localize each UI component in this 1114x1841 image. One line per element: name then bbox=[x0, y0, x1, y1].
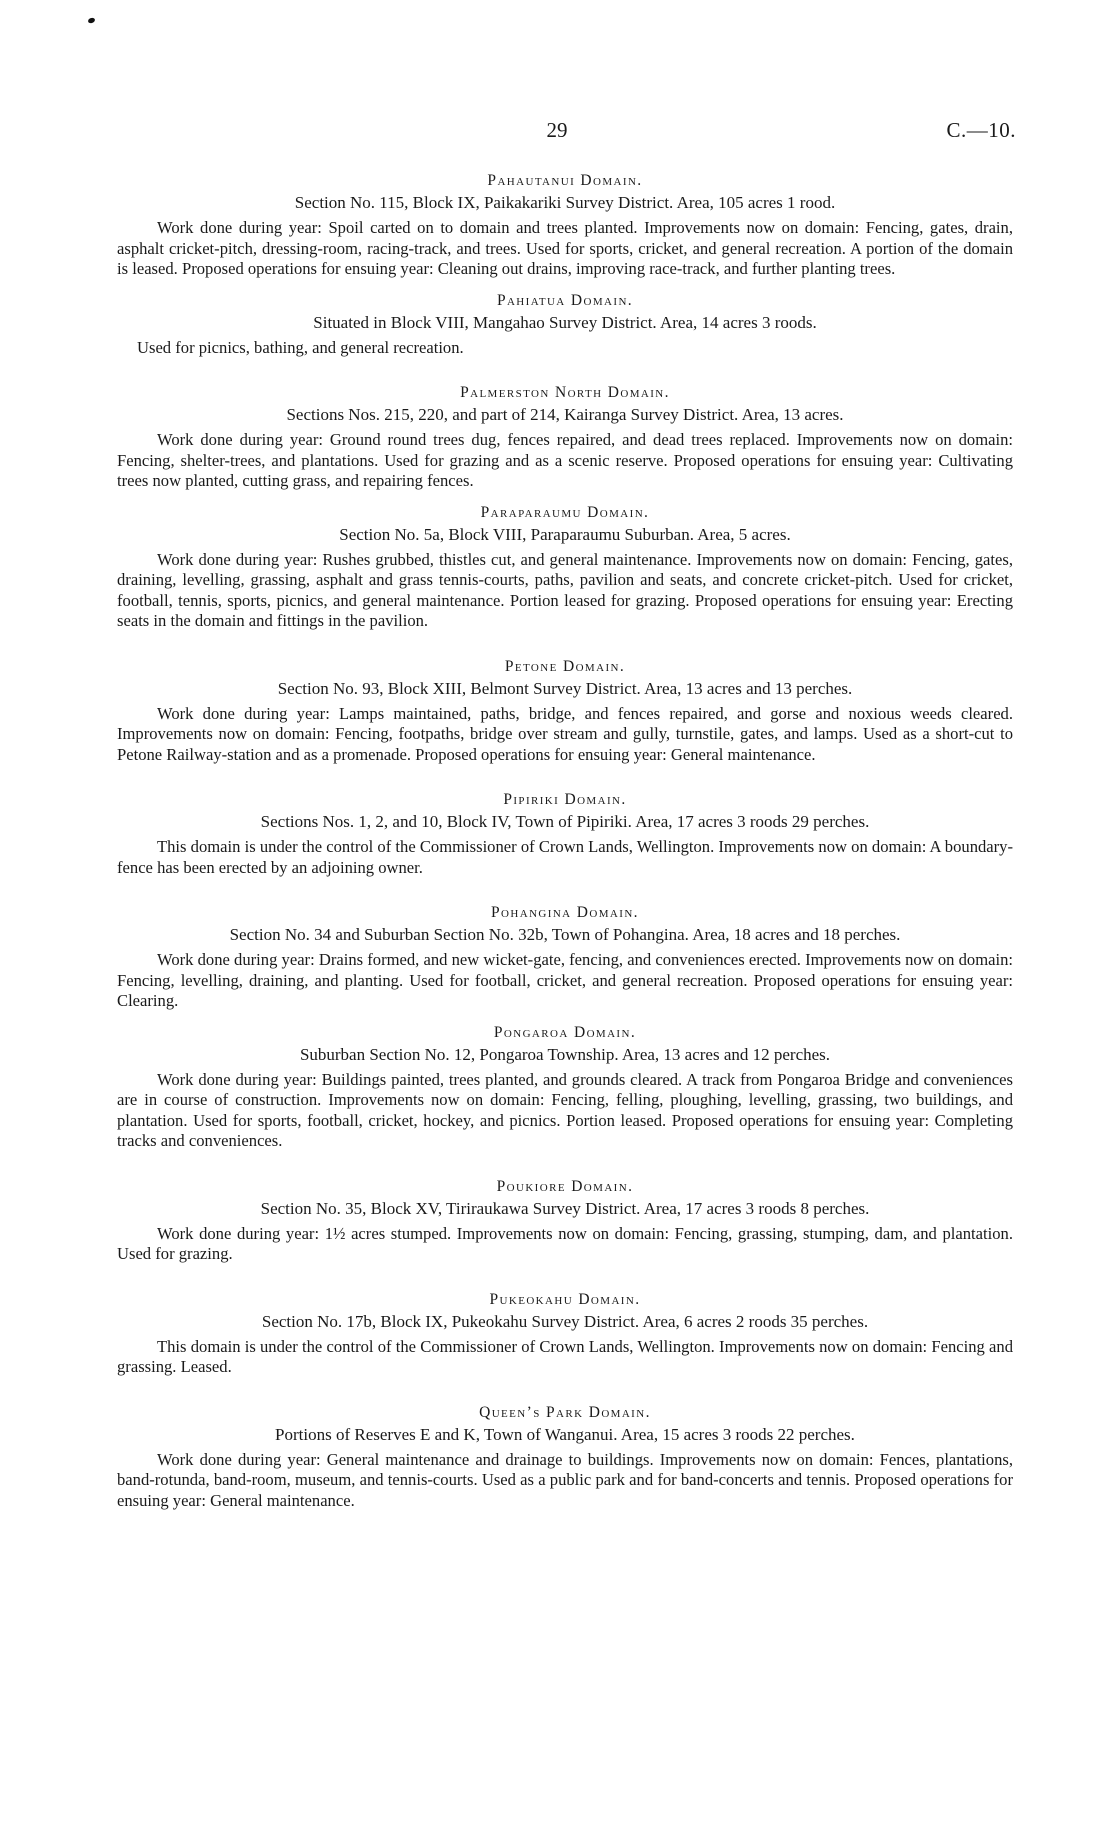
page-header bbox=[0, 118, 1114, 148]
domain-location: Section No. 17b, Block IX, Pukeokahu Survey District. Area, 6 acres 2 roods 35 perches. bbox=[261, 1311, 869, 1331]
document-reference: C.—10. bbox=[946, 118, 1016, 142]
domain-title: Queen’s Park Domain. bbox=[479, 1403, 651, 1421]
domain-description: Work done during year: Lamps maintained, paths, bridge, and fences repaired, and gorse and noxious weeds cleared. Improvements now on domain: Fencing, footpaths, bridge over stream and gully, turnstile, gates, and lamps. Used as a short-cut to Petone Railway-station and as a promenade. Proposed operations for ensuing year: General maintenance. bbox=[117, 703, 1013, 764]
domain-title: Petone Domain. bbox=[504, 657, 626, 675]
domain-description: Work done during year: Ground round trees dug, fences repaired, and dead trees replaced. Improvements now on domain: Fencing, shelter-trees, and plantations. Used for grazing and as a scenic reserve. Proposed operations for ensuing year: Cultivating trees now planted, cutting grass, and repairing fences. bbox=[117, 430, 1013, 490]
domain-section bbox=[117, 1176, 1013, 1265]
domain-description: Work done during year: Spoil carted on to domain and trees planted. Improvements now on domain: Fencing, gates, drain, asphalt cricket-pitch, dressing-room, racing-track, and trees. Used for sports, cricket, and general recreation. A portion of the domain is leased. Proposed operations for ensuing year: Cleaning out drains, improving race-track, and further planting trees. bbox=[117, 218, 1013, 278]
domain-section bbox=[117, 902, 1013, 1012]
domain-title: Pahiatua Domain. bbox=[496, 291, 634, 309]
domain-title: Palmerston North Domain. bbox=[460, 384, 670, 401]
domain-description: Work done during year: Drains formed, and new wicket-gate, fencing, and conveniences erected. Improvements now on domain: Fencing, levelling, draining, and planting. Used for football, cricket, and general recreation. Proposed operations for ensuing year: Clearing. bbox=[117, 950, 1013, 1010]
domain-section bbox=[117, 789, 1013, 878]
domain-location: Sections Nos. 1, 2, and 10, Block IV, Town of Pipiriki. Area, 17 acres 3 roods 29 perches. bbox=[260, 812, 870, 831]
domain-section bbox=[117, 1402, 1013, 1512]
domain-location: Section No. 115, Block IX, Paikakariki Survey District. Area, 105 acres 1 rood. bbox=[294, 193, 836, 212]
domain-location: Sections Nos. 215, 220, and part of 214, Kairanga Survey District. Area, 13 acres. bbox=[286, 405, 844, 424]
page-content bbox=[117, 170, 1013, 1511]
page-number: 29 bbox=[546, 118, 568, 142]
domain-description: This domain is under the control of the Commissioner of Crown Lands, Wellington. Improvements now on domain: A boundary-fence has been erected by an adjoining owner. bbox=[117, 837, 1013, 877]
domain-location: Portions of Reserves E and K, Town of Wanganui. Area, 15 acres 3 roods 22 perches. bbox=[275, 1424, 855, 1444]
domain-title: Pohangina Domain. bbox=[491, 904, 639, 921]
domain-section bbox=[117, 170, 1013, 280]
domain-section bbox=[117, 1289, 1013, 1378]
domain-location: Situated in Block VIII, Mangahao Survey District. Area, 14 acres 3 roods. bbox=[313, 312, 817, 332]
domain-title: Pipiriki Domain. bbox=[503, 791, 627, 808]
domain-description: Work done during year: Buildings painted, trees planted, and grounds cleared. A track from Pongaroa Bridge and conveniences are in course of construction. Improvements now on domain: Fencing, felling, ploughing, levelling, grassing, two buildings, and plantation. Used for sports, football, cricket, hockey, and picnics. Portion leased. Proposed operations for ensuing year: Completing tracks and conveniences. bbox=[117, 1069, 1013, 1150]
domain-description: Work done during year: General maintenance and drainage to buildings. Improvements now on domain: Fences, plantations, band-rotunda, band-room, museum, and tennis-courts. Used as a public park and for band-concerts and tennis. Proposed operations for ensuing year: General maintenance. bbox=[117, 1449, 1013, 1510]
domain-location: Section No. 93, Block XIII, Belmont Survey District. Area, 13 acres and 13 perches. bbox=[277, 678, 853, 698]
domain-location: Section No. 35, Block XV, Tiriraukawa Survey District. Area, 17 acres 3 roods 8 perches. bbox=[260, 1198, 870, 1218]
domain-title: Poukiore Domain. bbox=[496, 1177, 634, 1195]
domain-description: Used for picnics, bathing, and general recreation. bbox=[137, 337, 464, 357]
domain-description: Work done during year: Rushes grubbed, thistles cut, and general maintenance. Improvements now on domain: Fencing, gates, draining, levelling, grassing, asphalt and grass tennis-courts, paths, pavilion and seats, and concrete cricket-pitch. Used for cricket, football, tennis, sports, picnics, and general maintenance. Portion leased for grazing. Proposed operations for ensuing year: Erecting seats in the domain and fittings in the pavilion. bbox=[117, 549, 1013, 630]
domain-section bbox=[117, 1022, 1013, 1152]
domain-section bbox=[117, 502, 1013, 632]
ink-mark bbox=[87, 17, 95, 24]
domain-location: Suburban Section No. 12, Pongaroa Township. Area, 13 acres and 12 perches. bbox=[299, 1044, 831, 1064]
domain-title: Pukeokahu Domain. bbox=[489, 1290, 641, 1308]
domain-description: Work done during year: 1½ acres stumped. Improvements now on domain: Fencing, grassing, stumping, dam, and plantation. Used for grazing. bbox=[117, 1223, 1013, 1263]
domain-title: Pahautanui Domain. bbox=[487, 172, 643, 189]
domain-section bbox=[117, 656, 1013, 766]
domain-section bbox=[117, 382, 1013, 492]
domain-section bbox=[117, 290, 1013, 359]
domain-title: Paraparaumu Domain. bbox=[480, 503, 650, 521]
domain-location: Section No. 34 and Suburban Section No. 32b, Town of Pohangina. Area, 18 acres and 18 perches. bbox=[229, 925, 901, 944]
domain-location: Section No. 5a, Block VIII, Paraparaumu Suburban. Area, 5 acres. bbox=[339, 524, 791, 544]
domain-title: Pongaroa Domain. bbox=[493, 1023, 637, 1041]
domain-description: This domain is under the control of the Commissioner of Crown Lands, Wellington. Improvements now on domain: Fencing and grassing. Leased. bbox=[117, 1336, 1013, 1376]
